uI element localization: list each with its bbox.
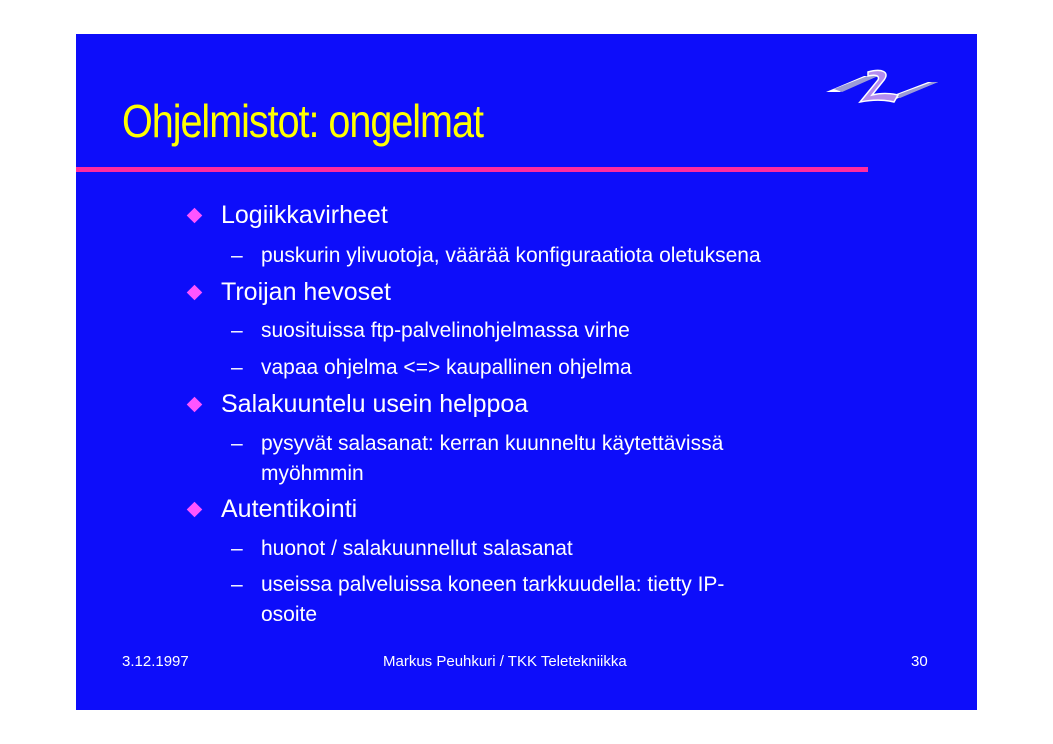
sub-item-text: pysyvät salasanat: kerran kuunneltu käytettävissä: [261, 432, 724, 455]
sub-item-text: useissa palveluissa koneen tarkkuudella: tietty IP-: [261, 573, 725, 596]
footer-author: Markus Peuhkuri / TKK Teletekniikka: [383, 653, 627, 670]
bullet-text: Autentikointi: [221, 495, 358, 523]
diamond-bullet-icon: [187, 285, 203, 301]
bullet-item: [221, 495, 357, 524]
dash-icon: –: [231, 244, 243, 267]
sub-item: [231, 353, 632, 383]
sub-item: [231, 534, 573, 564]
dash-icon: –: [231, 356, 243, 379]
footer-page-number: 30: [911, 653, 928, 670]
sub-item: [231, 429, 724, 489]
dash-icon: –: [231, 537, 243, 560]
sub-item: [231, 570, 725, 630]
sub-item-text: puskurin ylivuotoja, väärää konfiguraatiota oletuksena: [261, 244, 761, 267]
sub-item-text-continued: osoite: [261, 603, 318, 626]
title-rule: [76, 167, 868, 172]
dash-icon: –: [231, 573, 243, 596]
slide-title: Ohjelmistot: ongelmat: [122, 95, 483, 147]
sub-item-text: huonot / salakuunnellut salasanat: [261, 537, 573, 560]
slide: [76, 34, 977, 710]
sub-item-text: vapaa ohjelma <=> kaupallinen ohjelma: [261, 356, 632, 379]
dash-icon: –: [231, 319, 243, 342]
diamond-bullet-icon: [187, 502, 203, 518]
diamond-bullet-icon: [187, 397, 203, 413]
sub-item: [231, 316, 630, 346]
footer-date: 3.12.1997: [122, 653, 189, 670]
bullet-item: [221, 278, 391, 307]
bullet-text: Salakuuntelu usein helppoa: [221, 390, 529, 418]
teletekniikka-logo-icon: [824, 62, 940, 108]
sub-item-text: suosituissa ftp-palvelinohjelmassa virhe: [261, 319, 630, 342]
bullet-item: [221, 390, 528, 419]
sub-item: [231, 241, 761, 271]
sub-item-text-continued: myöhmmin: [261, 462, 364, 485]
bullet-text: Logiikkavirheet: [221, 201, 388, 229]
bullet-item: [221, 201, 388, 230]
diamond-bullet-icon: [187, 208, 203, 224]
bullet-text: Troijan hevoset: [221, 278, 391, 306]
dash-icon: –: [231, 432, 243, 455]
